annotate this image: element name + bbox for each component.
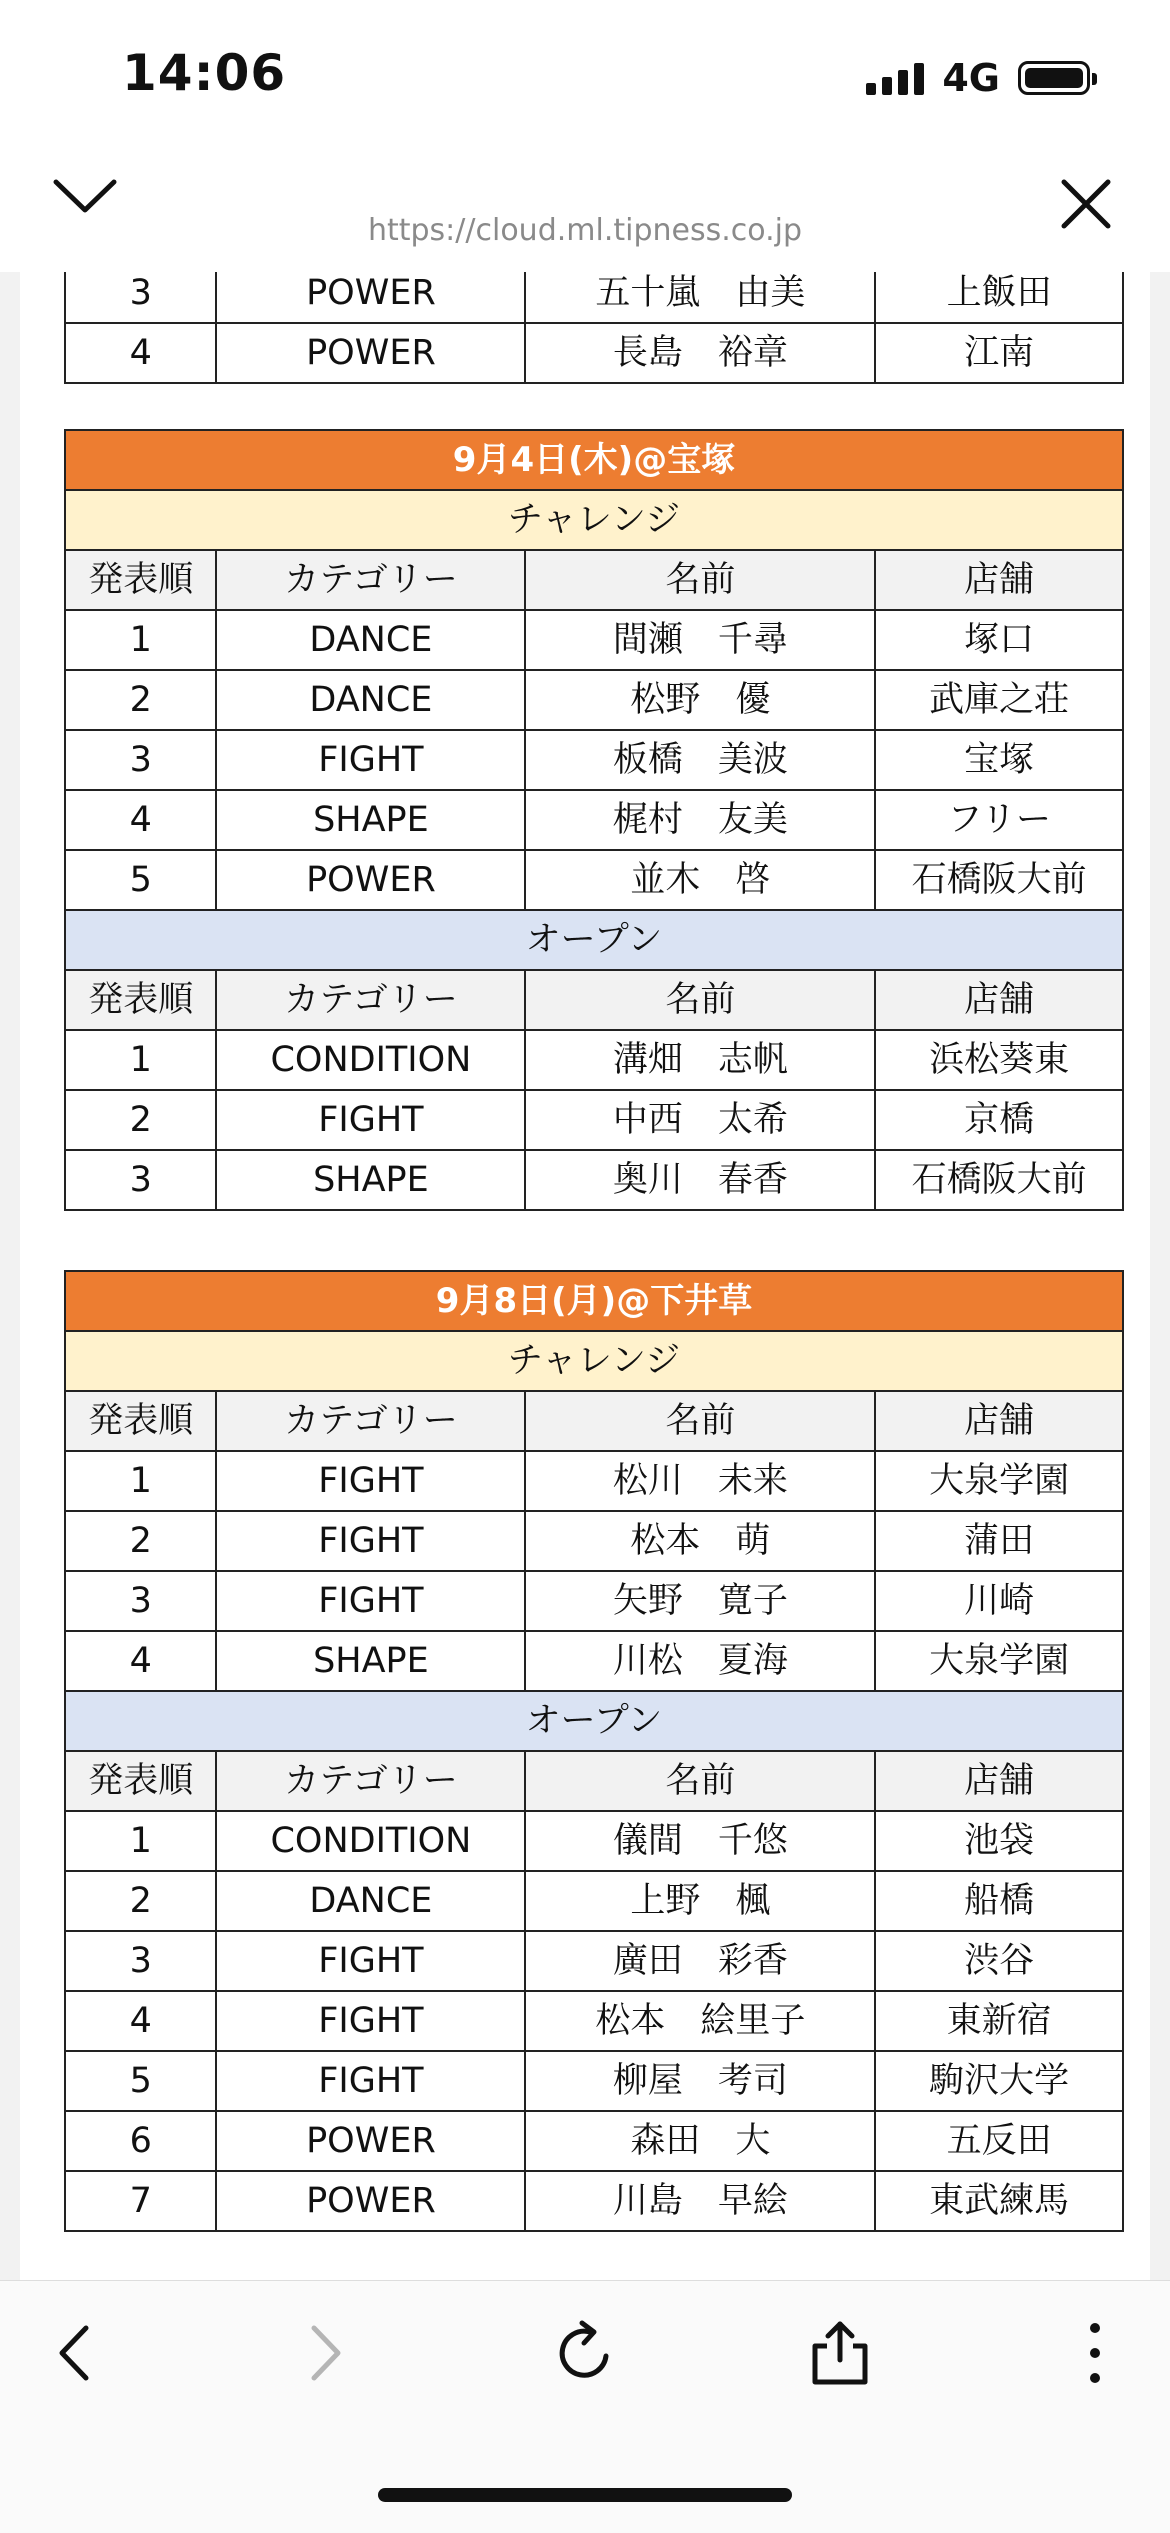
name-cell: 廣田 彩香	[525, 1931, 875, 1991]
close-icon[interactable]	[1060, 178, 1112, 230]
category-cell: FIGHT	[216, 730, 525, 790]
name-cell: 柳屋 考司	[525, 2051, 875, 2111]
table-row	[65, 2111, 1123, 2171]
category-cell: SHAPE	[216, 790, 525, 850]
order-cell: 3	[65, 1150, 216, 1210]
order-cell: 4	[65, 1991, 216, 2051]
order-cell: 3	[65, 272, 216, 323]
name-cell: 長島 裕章	[525, 323, 875, 383]
web-content[interactable]	[0, 272, 1170, 2280]
order-cell: 3	[65, 1571, 216, 1631]
order-cell: 5	[65, 850, 216, 910]
schedule-table-takarazuka	[64, 429, 1124, 1211]
header-store: 店舗	[875, 970, 1123, 1030]
section-label-open: オープン	[65, 1691, 1123, 1751]
store-cell: 五反田	[875, 2111, 1123, 2171]
share-icon[interactable]	[805, 2318, 875, 2388]
category-cell: FIGHT	[216, 1511, 525, 1571]
section-label-challenge: チャレンジ	[65, 490, 1123, 550]
name-cell: 奥川 春香	[525, 1150, 875, 1210]
category-cell: SHAPE	[216, 1631, 525, 1691]
category-cell: SHAPE	[216, 1150, 525, 1210]
header-store: 店舗	[875, 1751, 1123, 1811]
store-cell: 蒲田	[875, 1511, 1123, 1571]
store-cell: 川崎	[875, 1571, 1123, 1631]
back-icon[interactable]	[40, 2318, 110, 2388]
category-cell: POWER	[216, 2111, 525, 2171]
store-cell: 石橋阪大前	[875, 1150, 1123, 1210]
order-cell: 1	[65, 610, 216, 670]
order-cell: 2	[65, 1511, 216, 1571]
order-cell: 6	[65, 2111, 216, 2171]
browser-header	[0, 150, 1170, 273]
category-cell: CONDITION	[216, 1811, 525, 1871]
order-cell: 3	[65, 730, 216, 790]
table-row	[65, 2051, 1123, 2111]
order-cell: 1	[65, 1030, 216, 1090]
order-cell: 3	[65, 1931, 216, 1991]
table-row	[65, 1511, 1123, 1571]
header-name: 名前	[525, 1391, 875, 1451]
more-icon[interactable]	[1060, 2318, 1130, 2388]
table-title-row	[65, 1271, 1123, 1331]
store-cell: 上飯田	[875, 272, 1123, 323]
category-cell: DANCE	[216, 670, 525, 730]
header-name: 名前	[525, 550, 875, 610]
column-header-row	[65, 1751, 1123, 1811]
store-cell: 船橋	[875, 1871, 1123, 1931]
category-cell: DANCE	[216, 1871, 525, 1931]
order-cell: 1	[65, 1451, 216, 1511]
header-category: カテゴリー	[216, 1391, 525, 1451]
header-category: カテゴリー	[216, 970, 525, 1030]
forward-icon[interactable]	[290, 2318, 360, 2388]
name-cell: 松野 優	[525, 670, 875, 730]
store-cell: 浜松葵東	[875, 1030, 1123, 1090]
store-cell: 石橋阪大前	[875, 850, 1123, 910]
name-cell: 川松 夏海	[525, 1631, 875, 1691]
name-cell: 溝畑 志帆	[525, 1030, 875, 1090]
name-cell: 松川 未来	[525, 1451, 875, 1511]
table-row	[65, 1090, 1123, 1150]
name-cell: 松本 萌	[525, 1511, 875, 1571]
store-cell: 京橋	[875, 1090, 1123, 1150]
header-name: 名前	[525, 970, 875, 1030]
store-cell: 東武練馬	[875, 2171, 1123, 2231]
name-cell: 間瀬 千尋	[525, 610, 875, 670]
table-row	[65, 610, 1123, 670]
section-label-open: オープン	[65, 910, 1123, 970]
category-cell: POWER	[216, 272, 525, 323]
schedule-table-partial	[64, 272, 1124, 384]
store-cell: 渋谷	[875, 1931, 1123, 1991]
table-row	[65, 1871, 1123, 1931]
header-order: 発表順	[65, 1751, 216, 1811]
order-cell: 4	[65, 1631, 216, 1691]
store-cell: フリー	[875, 790, 1123, 850]
store-cell: 池袋	[875, 1811, 1123, 1871]
category-cell: FIGHT	[216, 1451, 525, 1511]
category-cell: FIGHT	[216, 1991, 525, 2051]
store-cell: 江南	[875, 323, 1123, 383]
order-cell: 7	[65, 2171, 216, 2231]
column-header-row	[65, 970, 1123, 1030]
section-row	[65, 490, 1123, 550]
category-cell: FIGHT	[216, 2051, 525, 2111]
name-cell: 板橋 美波	[525, 730, 875, 790]
table-row	[65, 272, 1123, 323]
name-cell: 中西 太希	[525, 1090, 875, 1150]
header-order: 発表順	[65, 970, 216, 1030]
store-cell: 東新宿	[875, 1991, 1123, 2051]
table-row	[65, 1931, 1123, 1991]
signal-icon	[866, 61, 924, 95]
category-cell: FIGHT	[216, 1571, 525, 1631]
header-category: カテゴリー	[216, 550, 525, 610]
order-cell: 2	[65, 1090, 216, 1150]
table-title-row	[65, 430, 1123, 490]
page-area	[20, 272, 1150, 2280]
header-order: 発表順	[65, 550, 216, 610]
name-cell: 儀間 千悠	[525, 1811, 875, 1871]
table-row	[65, 670, 1123, 730]
store-cell: 武庫之荘	[875, 670, 1123, 730]
name-cell: 森田 大	[525, 2111, 875, 2171]
event-title: 9月8日(月)@下井草	[65, 1271, 1123, 1331]
order-cell: 2	[65, 1871, 216, 1931]
column-header-row	[65, 1391, 1123, 1451]
section-row	[65, 1691, 1123, 1751]
table-row	[65, 850, 1123, 910]
table-row	[65, 2171, 1123, 2231]
network-type: 4G	[942, 56, 1000, 100]
store-cell: 大泉学園	[875, 1631, 1123, 1691]
name-cell: 矢野 寛子	[525, 1571, 875, 1631]
name-cell: 梶村 友美	[525, 790, 875, 850]
section-row	[65, 910, 1123, 970]
table-row	[65, 1451, 1123, 1511]
table-row	[65, 1030, 1123, 1090]
url-label: https://cloud.ml.tipness.co.jp	[367, 213, 803, 248]
section-label-challenge: チャレンジ	[65, 1331, 1123, 1391]
battery-icon	[1018, 61, 1090, 95]
status-bar	[0, 0, 1170, 150]
status-indicators	[866, 56, 1090, 100]
name-cell: 五十嵐 由美	[525, 272, 875, 323]
event-title: 9月4日(木)@宝塚	[65, 430, 1123, 490]
home-indicator[interactable]	[378, 2488, 792, 2502]
table-row	[65, 323, 1123, 383]
order-cell: 2	[65, 670, 216, 730]
header-name: 名前	[525, 1751, 875, 1811]
header-category: カテゴリー	[216, 1751, 525, 1811]
category-cell: DANCE	[216, 610, 525, 670]
section-row	[65, 1331, 1123, 1391]
category-cell: POWER	[216, 323, 525, 383]
header-order: 発表順	[65, 1391, 216, 1451]
table-row	[65, 790, 1123, 850]
reload-icon[interactable]	[550, 2318, 620, 2388]
header-store: 店舗	[875, 1391, 1123, 1451]
table-row	[65, 1991, 1123, 2051]
category-cell: POWER	[216, 850, 525, 910]
order-cell: 4	[65, 790, 216, 850]
category-cell: POWER	[216, 2171, 525, 2231]
name-cell: 川島 早絵	[525, 2171, 875, 2231]
store-cell: 宝塚	[875, 730, 1123, 790]
name-cell: 上野 楓	[525, 1871, 875, 1931]
name-cell: 並木 啓	[525, 850, 875, 910]
table-row	[65, 1811, 1123, 1871]
category-cell: FIGHT	[216, 1090, 525, 1150]
schedule-table-shimoigusa	[64, 1270, 1124, 2232]
order-cell: 4	[65, 323, 216, 383]
table-row	[65, 1571, 1123, 1631]
store-cell: 大泉学園	[875, 1451, 1123, 1511]
order-cell: 1	[65, 1811, 216, 1871]
column-header-row	[65, 550, 1123, 610]
store-cell: 塚口	[875, 610, 1123, 670]
store-cell: 駒沢大学	[875, 2051, 1123, 2111]
category-cell: FIGHT	[216, 1931, 525, 1991]
name-cell: 松本 絵里子	[525, 1991, 875, 2051]
order-cell: 5	[65, 2051, 216, 2111]
table-row	[65, 1631, 1123, 1691]
status-time: 14:06	[122, 44, 287, 102]
header-store: 店舗	[875, 550, 1123, 610]
table-row	[65, 730, 1123, 790]
table-row	[65, 1150, 1123, 1210]
category-cell: CONDITION	[216, 1030, 525, 1090]
